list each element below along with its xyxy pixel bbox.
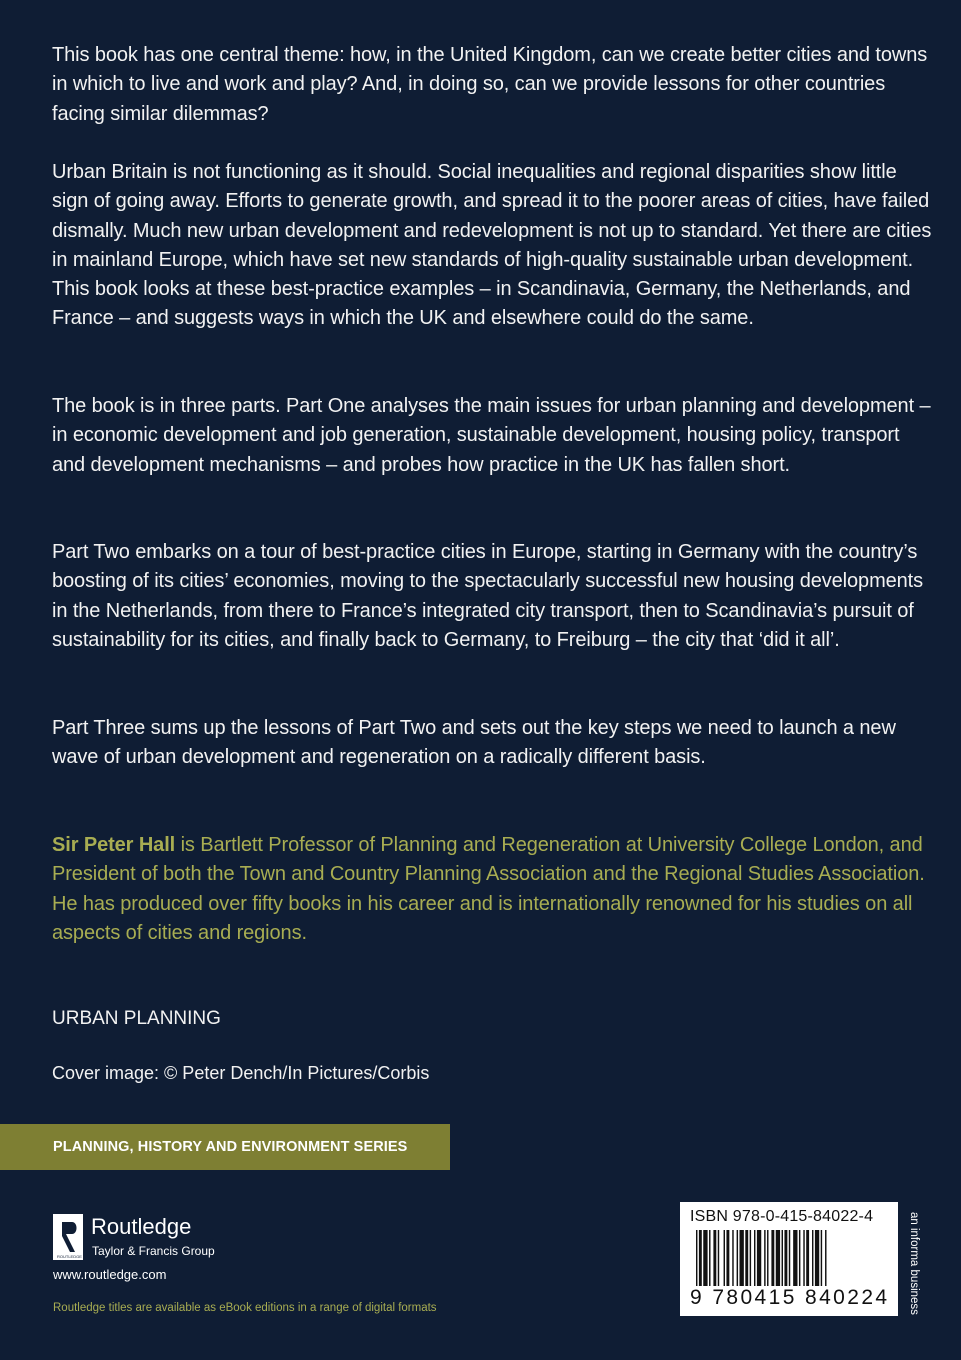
barcode-bar (784, 1230, 787, 1290)
publisher-group: Taylor & Francis Group (92, 1244, 215, 1258)
barcode-bar (782, 1230, 783, 1290)
cover-credit: Cover image: © Peter Dench/In Pictures/Corbis (52, 1063, 430, 1083)
ebook-note: Routledge titles are available as eBook editions in a range of digital formats (53, 1302, 437, 1314)
routledge-logo-icon (53, 1214, 83, 1260)
barcode-bar (815, 1230, 819, 1290)
logo-mark-text: ROUTLEDGE (57, 1254, 82, 1259)
barcode-bar (803, 1230, 804, 1290)
barcode-bar (750, 1230, 751, 1290)
subject-category: URBAN PLANNING (52, 1008, 221, 1029)
barcode-bar (740, 1230, 744, 1290)
barcode-bar (793, 1230, 797, 1290)
barcode-bar (713, 1230, 716, 1290)
isbn-label: ISBN 978-0-415-84022-4 (690, 1208, 874, 1225)
publisher-url: www.routledge.com (53, 1267, 167, 1282)
blurb-paragraph-3: The book is in three parts. Part One analyses the main issues for urban planning and development – in economic development and job generation, sustainable development, housing policy, transport and development mechanisms – and probes how practice in the UK has fallen short. (52, 395, 931, 476)
author-name: Sir Peter Hall (52, 834, 176, 856)
barcode-bar (696, 1230, 697, 1290)
barcode-bar (754, 1230, 755, 1290)
barcode-bar (745, 1230, 748, 1290)
series-band (0, 1124, 450, 1170)
barcode-bar (825, 1230, 826, 1290)
blurb-paragraph-1: This book has one central theme: how, in the United Kingdom, can we create better cities and towns in which to live and work and play? And, in doing so, can we provide lessons for other countries facing similar dilemmas? (52, 44, 928, 125)
barcode-bars (680, 1230, 898, 1290)
barcode-bar (821, 1230, 822, 1290)
barcode-digits: 9 780415 840224 (690, 1286, 890, 1309)
barcode-bar (789, 1230, 790, 1290)
barcode-bar (724, 1230, 725, 1290)
barcode-bar (776, 1230, 780, 1290)
series-title: PLANNING, HISTORY AND ENVIRONMENT SERIES (53, 1139, 408, 1155)
author-bio-text: is Bartlett Professor of Planning and Regeneration at University College London, and President of both the Town and Country Planning Association and the Regional Studies Association. He has produced over fifty books in his career and is internationally renowned for his studies on all aspects of cities and regions. (52, 834, 925, 944)
barcode-bar (812, 1230, 813, 1290)
barcode-bar (726, 1230, 729, 1290)
blurb-paragraph-4: Part Two embarks on a tour of best-practice cities in Europe, starting in Germany with the country’s boosting of its cities’ economies, moving to the spectacularly successful new housing developments in the Netherlands, from there to France’s integrated city transport, then to Scandinavia’s pursuit of sustainability for its cities, and finally back to Germany, to Freiburg – the city that ‘did it all’. (52, 541, 924, 651)
blurb-paragraph-5: Part Three sums up the lessons of Part Two and sets out the key steps we need to launch a new wave of urban development and regeneration on a radically different basis. (52, 717, 896, 769)
barcode (680, 1202, 898, 1316)
informa-tagline: an informa business (908, 1212, 920, 1315)
barcode-bar (737, 1230, 738, 1290)
barcode-bar (799, 1230, 800, 1290)
blurb-paragraph-2: Urban Britain is not functioning as it should. Social inequalities and regional disparities show little sign of going away. Efforts to generate growth, and spread it to the poorer areas of cities, have failed dismally. Much new urban development and redevelopment is not up to standard. Yet there are cities in mainland Europe, which have set new standards of high-quality sustainable urban development. This book looks at these best-practice examples – in Scandinavia, Germany, the Netherlands, and France – and suggests ways in which the UK and elsewhere could do the same. (52, 161, 932, 330)
publisher-name: Routledge (91, 1214, 192, 1239)
barcode-bar (771, 1230, 774, 1290)
barcode-bar (764, 1230, 765, 1290)
barcode-bar (732, 1230, 733, 1290)
barcode-bar (806, 1230, 809, 1290)
barcode-bar (767, 1230, 768, 1290)
author-bio (52, 831, 932, 948)
barcode-bar (703, 1230, 707, 1290)
barcode-bar (699, 1230, 702, 1290)
barcode-bar (709, 1230, 710, 1290)
barcode-bar (718, 1230, 719, 1290)
barcode-bar (757, 1230, 761, 1290)
